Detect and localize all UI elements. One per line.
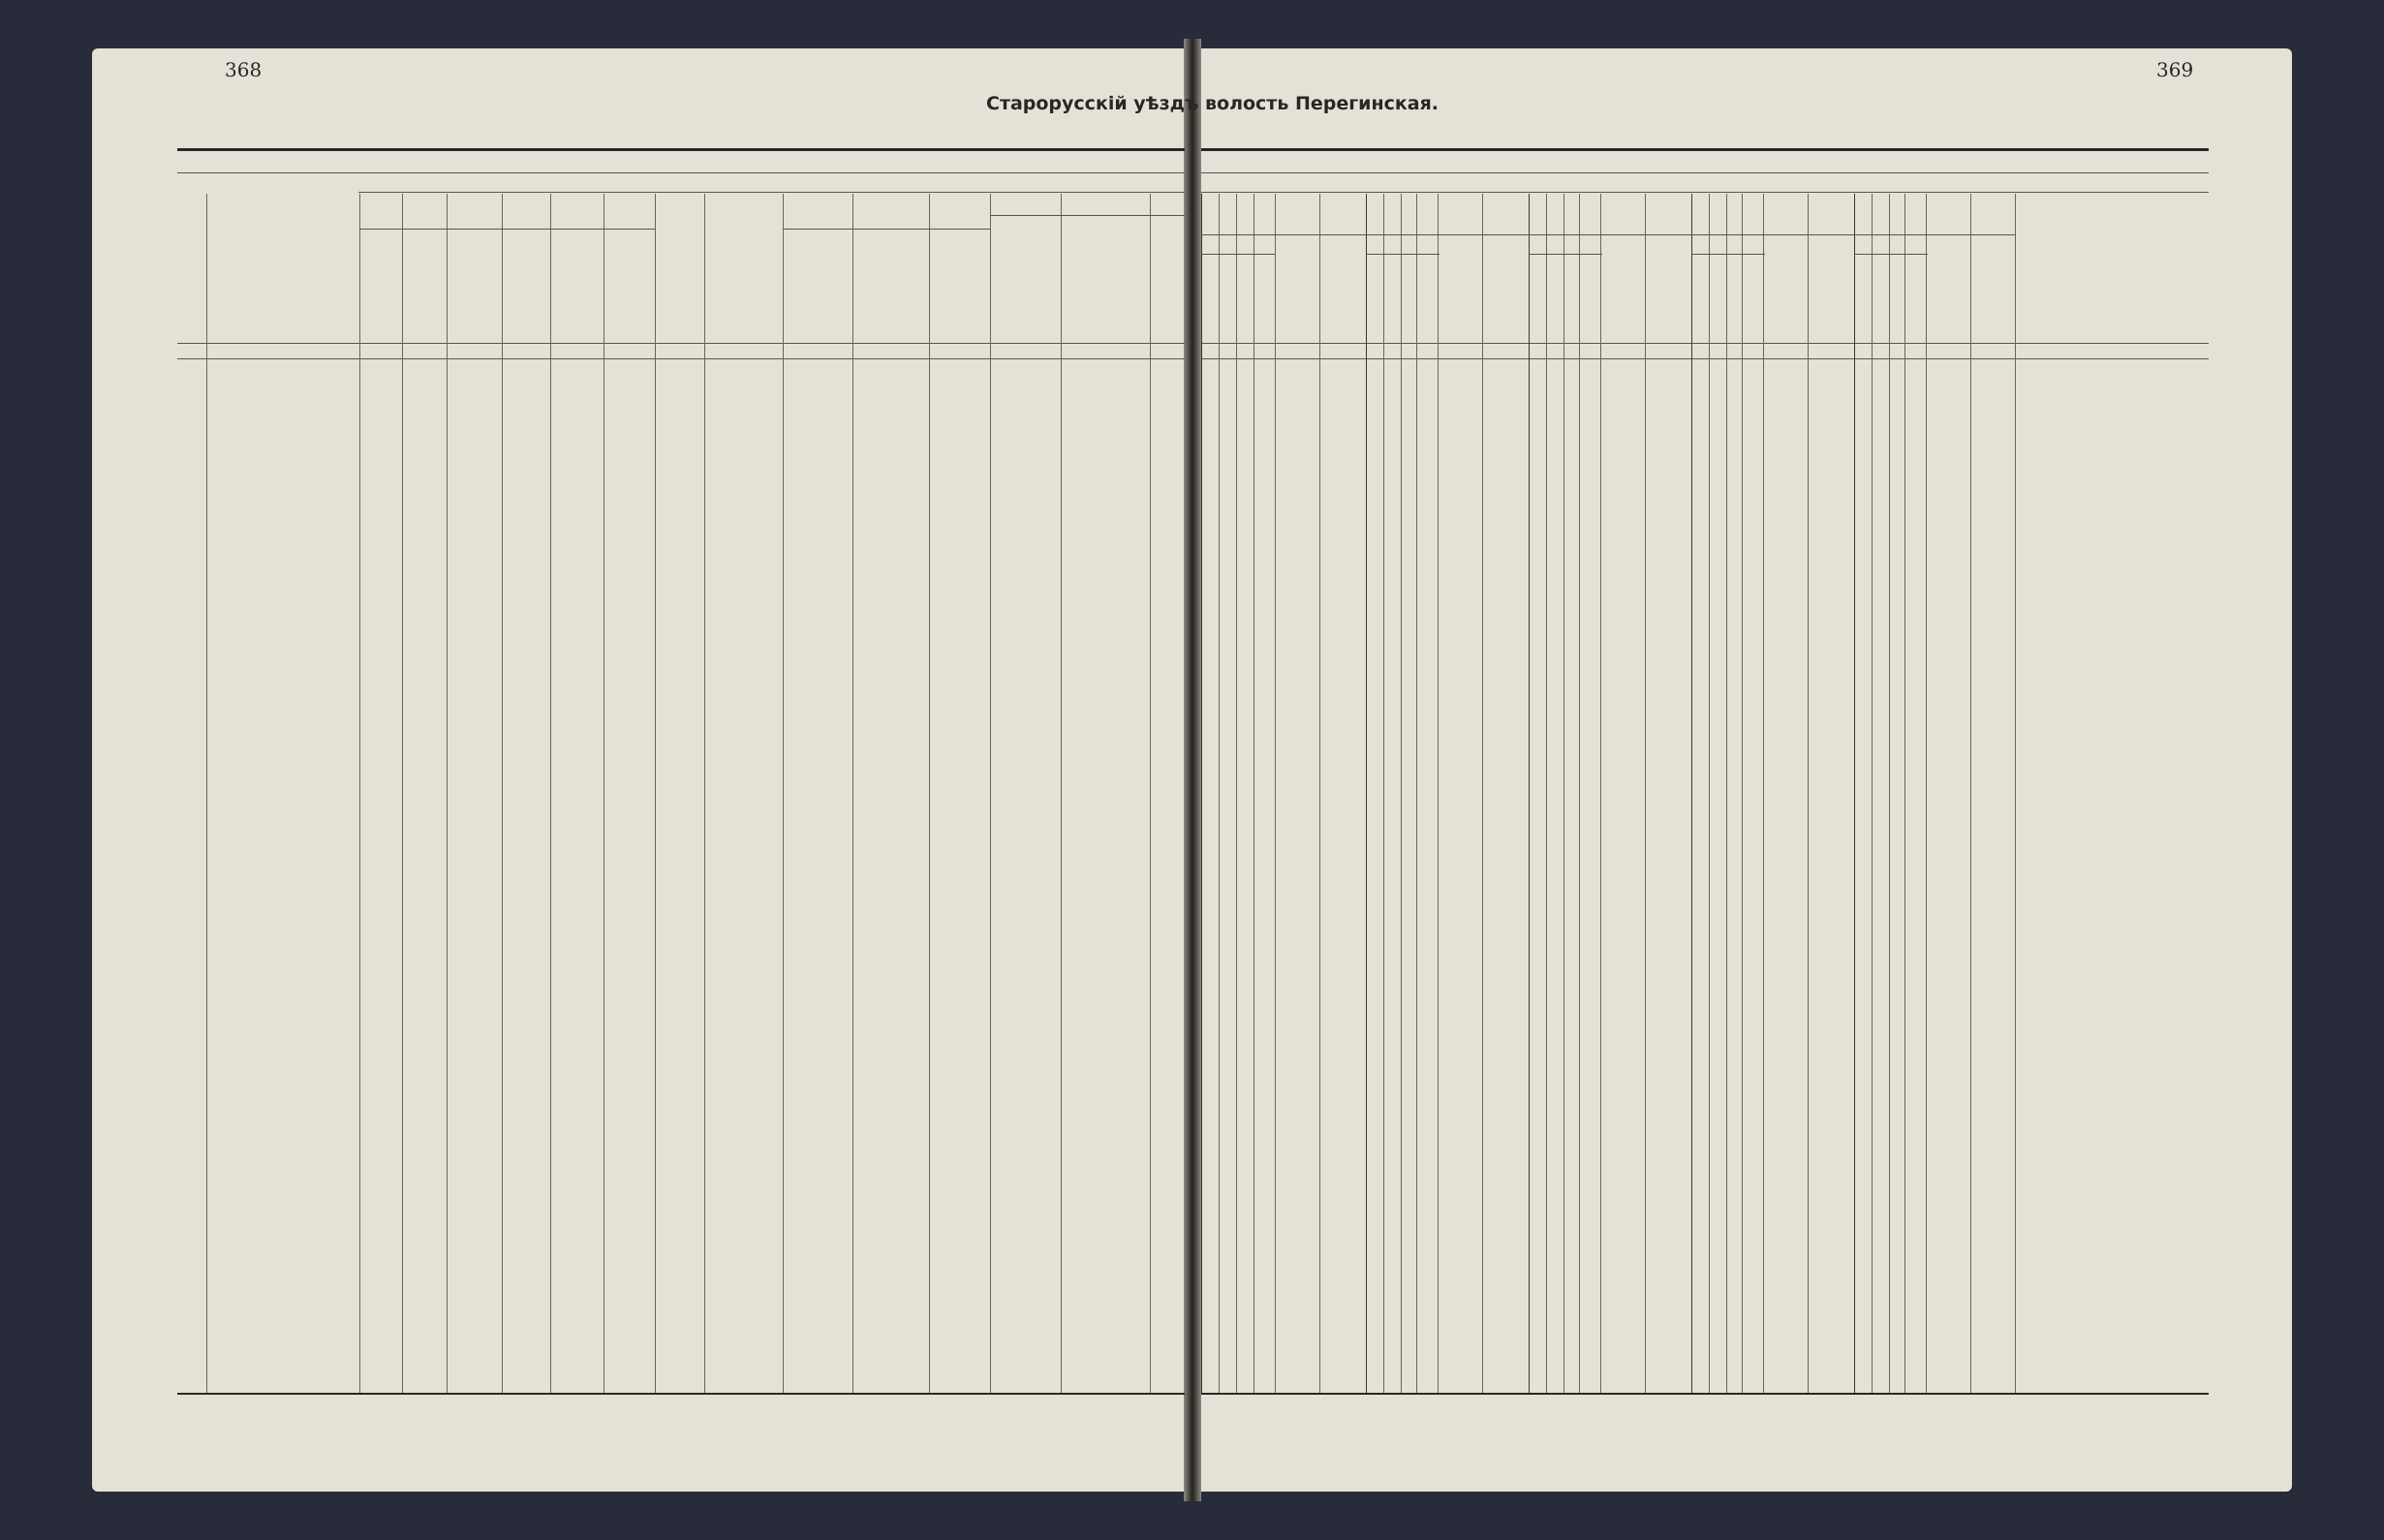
- right-col-divider: [1236, 194, 1237, 1393]
- bottom-rule-right: [1201, 1393, 2209, 1395]
- roofed-subrule: [1691, 254, 1765, 255]
- group-subrule: [1366, 234, 1529, 235]
- left-col-divider: [655, 194, 656, 1393]
- left-col-divider: [402, 194, 403, 1393]
- right-page-number: 369: [2156, 58, 2194, 81]
- banner-rule2-left: [358, 192, 1185, 193]
- right-col-divider: [1383, 194, 1384, 1393]
- book-gutter: [1184, 39, 1201, 1501]
- roofed-subrule: [1201, 254, 1275, 255]
- left-col-divider: [550, 194, 551, 1393]
- left-col-divider: [704, 194, 705, 1393]
- premium-subrule: [990, 215, 1185, 216]
- num-row-bottom-left: [177, 358, 1185, 359]
- head-bottom-right: [1201, 343, 2209, 344]
- head-bottom-left: [177, 343, 1185, 344]
- households-subrule: [359, 229, 447, 230]
- right-col-divider: [1546, 194, 1547, 1393]
- roofed-subrule: [1854, 254, 1928, 255]
- top-rule-right: [1201, 148, 2209, 151]
- right-col-divider: [1808, 194, 1809, 1393]
- right-col-divider: [1482, 194, 1483, 1393]
- right-col-divider: [2015, 194, 2016, 1393]
- right-group-divider: [1854, 194, 1855, 1393]
- left-col-divider: [1061, 194, 1062, 1393]
- right-col-divider: [1645, 194, 1646, 1393]
- left-col-divider: [447, 194, 448, 1393]
- sum-subrule: [783, 229, 990, 230]
- right-col-divider: [1763, 194, 1764, 1393]
- right-col-divider: [1872, 194, 1873, 1393]
- left-page: [92, 48, 1187, 1492]
- banner-rule2-right: [1201, 192, 2209, 193]
- right-col-divider: [1970, 194, 1971, 1393]
- right-page-title: волость Перегинская.: [1205, 93, 1439, 114]
- left-page-number: 368: [225, 58, 263, 81]
- right-col-divider: [1904, 194, 1905, 1393]
- right-group-divider: [1691, 194, 1692, 1393]
- right-col-divider: [1416, 194, 1417, 1393]
- right-col-divider: [1726, 194, 1727, 1393]
- right-col-divider: [1709, 194, 1710, 1393]
- right-col-divider: [1219, 194, 1220, 1393]
- right-col-divider: [1579, 194, 1580, 1393]
- left-col-divider: [852, 194, 853, 1393]
- right-col-divider: [1600, 194, 1601, 1393]
- left-col-divider: [1150, 194, 1151, 1393]
- left-col-divider: [990, 194, 991, 1393]
- right-group-divider: [1366, 194, 1367, 1393]
- left-col-divider: [783, 194, 784, 1393]
- right-col-divider: [1275, 194, 1276, 1393]
- left-col-divider: [359, 194, 360, 1393]
- bottom-rule-left: [177, 1393, 1185, 1395]
- top-rule-left: [177, 148, 1185, 151]
- group-subrule: [1201, 234, 1366, 235]
- roofed-subrule: [1366, 254, 1440, 255]
- roofed-subrule: [1529, 254, 1602, 255]
- num-row-bottom-right: [1201, 358, 2209, 359]
- right-group-divider: [1529, 194, 1530, 1393]
- banner-rule-right: [1201, 172, 2209, 173]
- left-col-divider: [929, 194, 930, 1393]
- group-subrule: [1691, 234, 1854, 235]
- left-page-title: Старорусскій уѣздъ: [986, 93, 1199, 114]
- right-col-divider: [1742, 194, 1743, 1393]
- right-page: [1197, 48, 2292, 1492]
- right-col-divider: [1438, 194, 1439, 1393]
- right-col-divider: [1926, 194, 1927, 1393]
- roofed-subrule: [447, 229, 655, 230]
- right-group-divider: [1201, 194, 1202, 1393]
- right-col-divider: [1889, 194, 1890, 1393]
- left-col-divider: [206, 194, 207, 1393]
- group-subrule: [1529, 234, 1691, 235]
- right-col-divider: [1401, 194, 1402, 1393]
- left-col-divider: [502, 194, 503, 1393]
- banner-rule-left: [177, 172, 1185, 173]
- right-col-divider: [1319, 194, 1320, 1393]
- group-subrule: [1854, 234, 2015, 235]
